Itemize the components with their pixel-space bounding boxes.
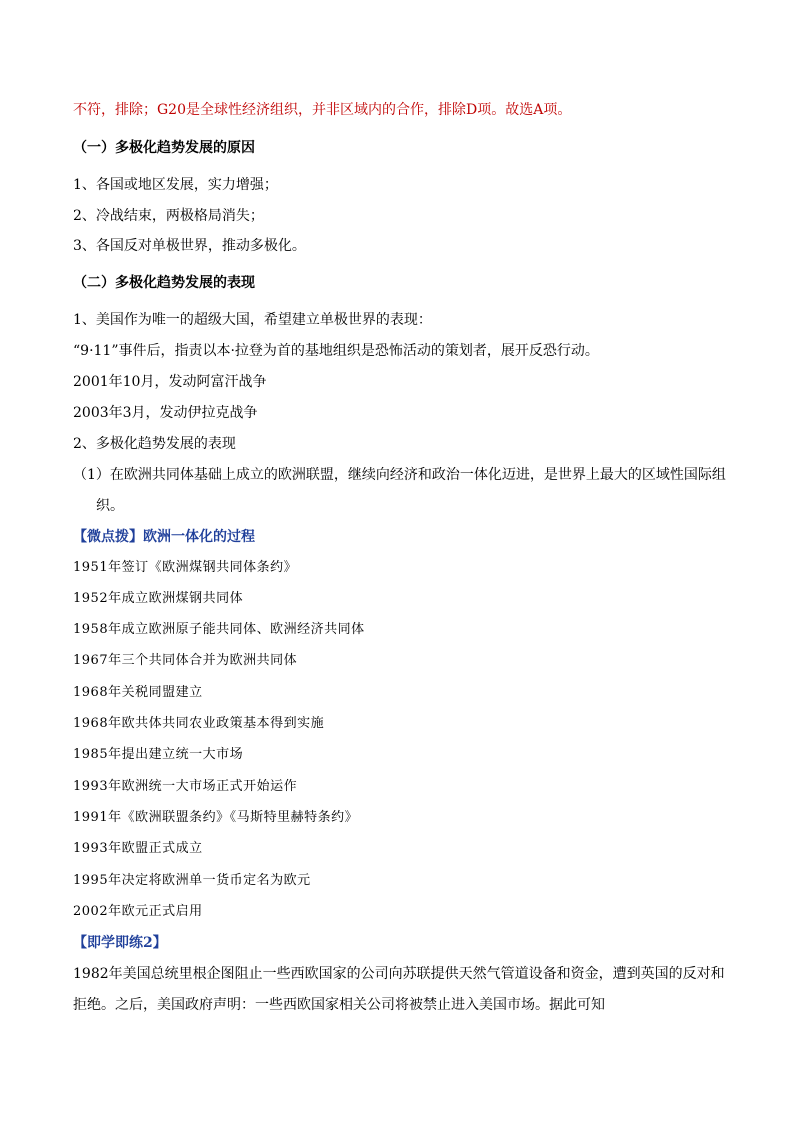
paragraph-iraq-war: 2003年3月，发动伊拉克战争 [73,405,258,421]
timeline-item: 1968年关税同盟建立 [73,685,203,700]
timeline-item: 1985年提出建立统一大市场 [73,747,244,762]
timeline-item: 1995年决定将欧洲单一货币定名为欧元 [73,873,311,888]
question-line-1: 1982年美国总统里根企图阻止一些西欧国家的公司向苏联提供天然气管道设备和资金，遭到英国的反对和 [73,966,725,982]
timeline-item: 1991年《欧洲联盟条约》《马斯特里赫特条约》 [73,810,359,825]
timeline-item: 1967年三个共同体合并为欧洲共同体 [73,653,298,668]
timeline-item: 1993年欧洲统一大市场正式开始运作 [73,779,298,794]
answer-explanation-tail: 不符，排除；G20是全球性经济组织，并非区域内的合作，排除D项。故选A项。 [73,102,572,118]
paragraph-us-unipolar: 1、美国作为唯一的超级大国，希望建立单极世界的表现： [73,312,432,328]
section-heading-causes: （一）多极化趋势发展的原因 [73,140,255,156]
timeline-item: 1951年签订《欧洲煤钢共同体条约》 [73,560,298,575]
tip-title: 【微点拨】欧洲一体化的过程 [73,529,255,545]
question-line-2: 拒绝。之后，美国政府声明：一些西欧国家相关公司将被禁止进入美国市场。据此可知 [73,997,605,1013]
cause-item-3: 3、各国反对单极世界，推动多极化。 [73,238,306,254]
paragraph-afghan-war: 2001年10月，发动阿富汗战争 [73,374,267,390]
paragraph-911: “9·11”事件后，指责以本·拉登为首的基地组织是恐怖活动的策划者，展开反恐行动。 [73,343,599,359]
paragraph-eu-line1: （1）在欧洲共同体基础上成立的欧洲联盟，继续向经济和政治一体化迈进，是世界上最大的区域性国际组 [73,467,726,483]
timeline-item: 1952年成立欧洲煤钢共同体 [73,591,244,606]
timeline-item: 1968年欧共体共同农业政策基本得到实施 [73,716,325,731]
timeline-item: 1993年欧盟正式成立 [73,841,203,856]
paragraph-eu-line2: 织。 [96,498,124,514]
cause-item-1: 1、各国或地区发展，实力增强； [73,177,278,193]
section-heading-manifestations: （二）多极化趋势发展的表现 [73,275,255,291]
practice-title: 【即学即练2】 [73,935,167,951]
cause-item-2: 2、冷战结束，两极格局消失； [73,208,264,224]
timeline-item: 1958年成立欧洲原子能共同体、欧洲经济共同体 [73,622,365,637]
paragraph-multipolar: 2、多极化趋势发展的表现 [73,436,236,452]
timeline-item: 2002年欧元正式启用 [73,904,203,919]
